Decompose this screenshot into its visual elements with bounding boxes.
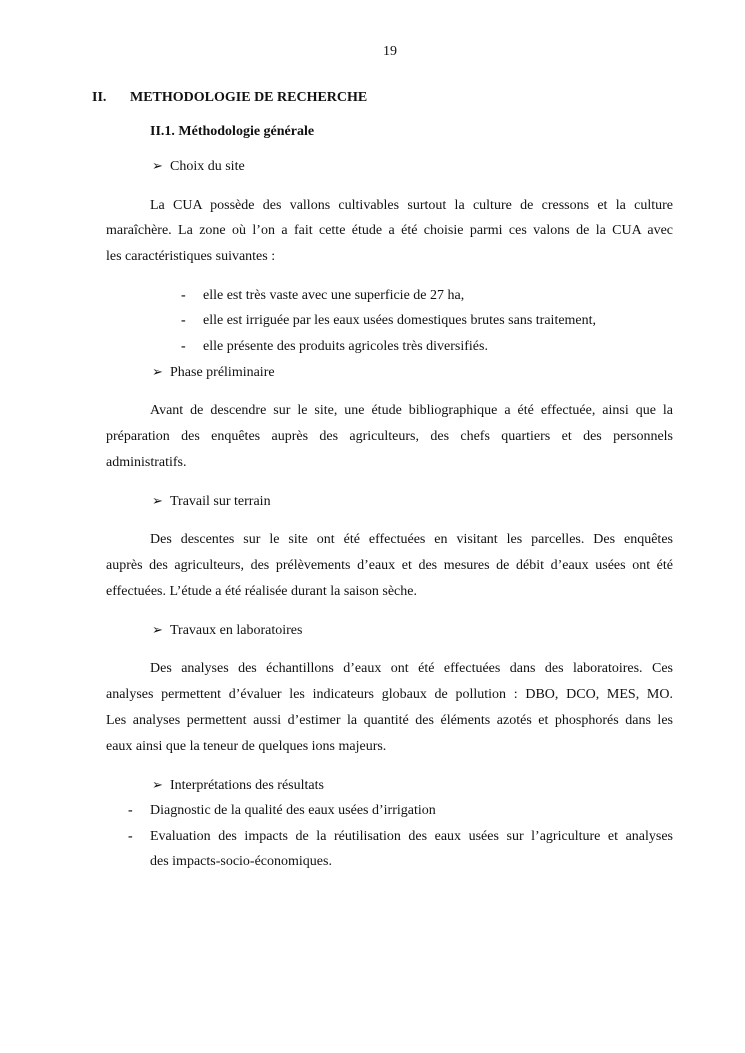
paragraph-line: Avant de descendre sur le site, une étude bibliographique a été effectuée, ainsi que la xyxy=(150,403,673,418)
paragraph-line: Les analyses permettent aussi d’estimer la quantité des éléments azotés et phosphorés dans les xyxy=(106,713,673,728)
heading-choix-du-site xyxy=(152,157,245,176)
dash-bullet-icon: - xyxy=(181,339,186,354)
paragraph-line: auprès des agriculteurs, des prélèvements d’eaux et des mesures de débit d’eaux usées ont été xyxy=(106,558,673,573)
section-title: METHODOLOGIE DE RECHERCHE xyxy=(130,90,368,105)
page-number: 19 xyxy=(383,44,397,59)
arrow-bullet-icon: ➢ xyxy=(152,158,163,173)
section-number: II. xyxy=(92,90,107,105)
heading-label: Phase préliminaire xyxy=(170,365,275,380)
arrow-bullet-icon: ➢ xyxy=(152,622,163,637)
list-item-text: elle présente des produits agricoles très diversifiés. xyxy=(203,339,488,354)
heading-travail-sur-terrain xyxy=(152,492,271,511)
arrow-bullet-icon: ➢ xyxy=(152,777,163,792)
heading-label: Travaux en laboratoires xyxy=(170,623,303,638)
heading-phase-preliminaire xyxy=(152,363,275,382)
paragraph-line: maraîchère. La zone où l’on a fait cette étude a été choisie parmi ces valons de la CUA avec xyxy=(106,223,673,238)
paragraph-line: préparation des enquêtes auprès des agriculteurs, des chefs quartiers et des personnels xyxy=(106,429,673,444)
list-item-text: Evaluation des impacts de la réutilisation des eaux usées sur l’agriculture et analyses xyxy=(150,829,673,844)
heading-label: Choix du site xyxy=(170,159,245,174)
list-item xyxy=(181,338,488,356)
list-item-text: Diagnostic de la qualité des eaux usées d’irrigation xyxy=(150,803,436,818)
paragraph-line: effectuées. L’étude a été réalisée durant la saison sèche. xyxy=(106,584,417,599)
paragraph-line: Des analyses des échantillons d’eaux ont été effectuées dans des laboratoires. Ces xyxy=(150,661,673,676)
dash-bullet-icon: - xyxy=(128,803,133,818)
arrow-bullet-icon: ➢ xyxy=(152,364,163,379)
paragraph-line: Des descentes sur le site ont été effectuées en visitant les parcelles. Des enquêtes xyxy=(150,532,673,547)
arrow-bullet-icon: ➢ xyxy=(152,493,163,508)
list-item-text: elle est très vaste avec une superficie de 27 ha, xyxy=(203,288,465,303)
subsection-title: II.1. Méthodologie générale xyxy=(150,124,315,139)
heading-label: Interprétations des résultats xyxy=(170,778,324,793)
paragraph-line: administratifs. xyxy=(106,455,187,470)
list-item-text: elle est irriguée par les eaux usées domestiques brutes sans traitement, xyxy=(203,313,597,328)
dash-bullet-icon: - xyxy=(128,829,133,844)
paragraph-line: les caractéristiques suivantes : xyxy=(106,249,276,264)
dash-bullet-icon: - xyxy=(181,313,186,328)
dash-bullet-icon: - xyxy=(181,288,186,303)
paragraph-line: La CUA possède des vallons cultivables surtout la culture de cressons et la culture xyxy=(150,198,673,213)
list-item-text: des impacts-socio-économiques. xyxy=(150,854,332,869)
heading-travaux-en-laboratoires xyxy=(152,621,302,640)
paragraph-line: analyses permettent d’évaluer les indicateurs globaux de pollution : DBO, DCO, MES, MO. xyxy=(106,687,673,702)
list-item xyxy=(181,312,596,330)
heading-interpretations xyxy=(152,776,324,795)
paragraph-line: eaux ainsi que la teneur de quelques ions majeurs. xyxy=(106,739,387,754)
list-item xyxy=(181,287,464,305)
heading-label: Travail sur terrain xyxy=(170,494,271,509)
